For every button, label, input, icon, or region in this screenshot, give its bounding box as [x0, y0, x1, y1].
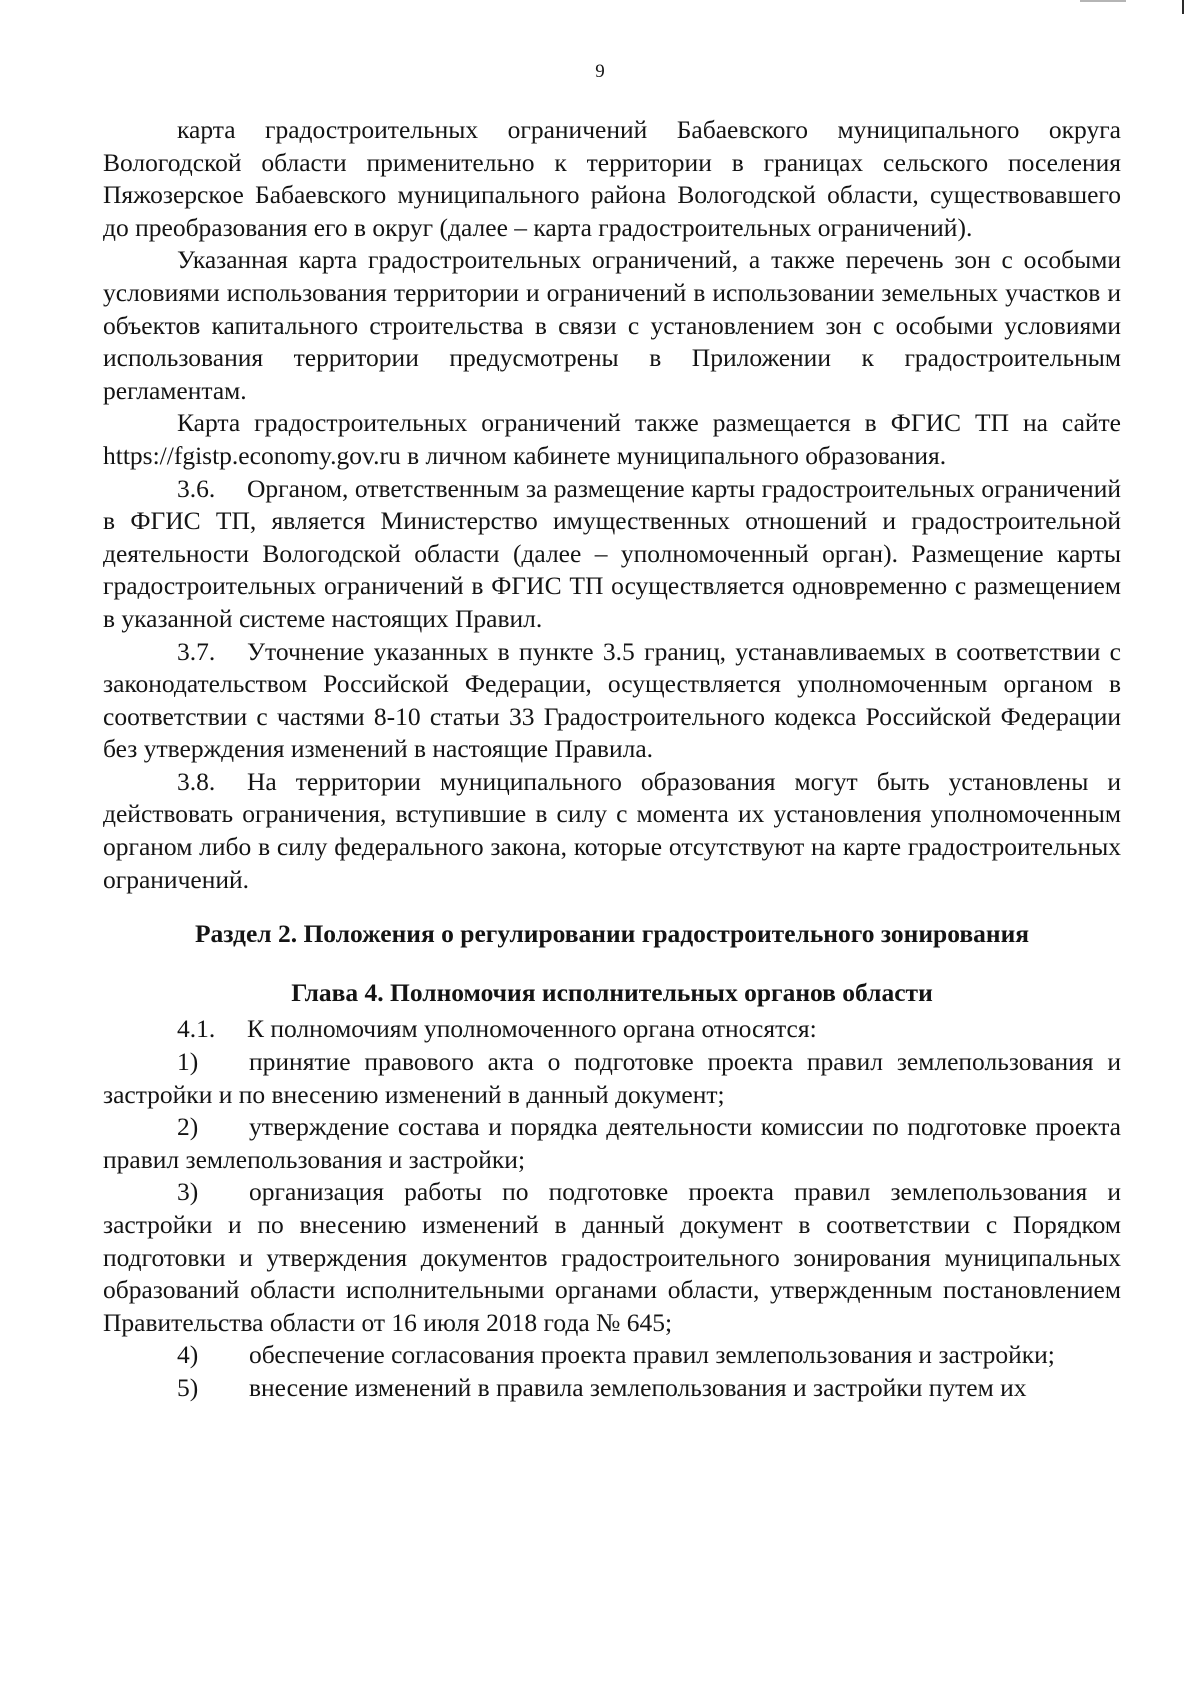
clause-text: К полномочиям уполномоченного органа относятся: — [247, 1014, 817, 1044]
clause-4-1 — [103, 1013, 1121, 1046]
list-item — [103, 1176, 1121, 1339]
list-item-text: утверждение состава и порядка деятельности комиссии по подготовке проекта правил землепользования и застройки; — [103, 1112, 1121, 1174]
list-item-number: 5) — [177, 1372, 199, 1402]
clause-3-6 — [103, 473, 1121, 636]
list-item — [103, 1046, 1121, 1111]
list-item-text: обеспечение согласования проекта правил землепользования и застройки; — [249, 1340, 1055, 1370]
list-item-number: 3) — [177, 1177, 199, 1207]
clause-number: 4.1. — [177, 1014, 216, 1044]
list-item-text: внесение изменений в правила землепользования и застройки путем их — [249, 1372, 1027, 1402]
clause-text: Уточнение указанных в пункте 3.5 границ, устанавливаемых в соответствии с законодательством Российской Федерации, осуществляется уполномоченным органом в соответствии с частями 8-10 статьи 33 Градостроительного кодекса Российской Федерации без утверждения изменений в настоящие Правила. — [103, 636, 1121, 764]
paragraph: карта градостроительных ограничений Бабаевского муниципального округа Вологодской области применительно к территории в границах сельского поселения Пяжозерское Бабаевского муниципального района Вологодской области, существовавшего до преобразования его в округ (далее – карта градостроительных ограничений). — [103, 115, 1121, 242]
list-item-number: 2) — [177, 1112, 199, 1142]
list-item-number: 1) — [177, 1047, 199, 1077]
list-item — [103, 1339, 1121, 1372]
scan-edge-mark — [1080, 0, 1126, 2]
clause-number: 3.6. — [177, 473, 216, 503]
clause-3-8 — [103, 766, 1121, 896]
clause-number: 3.8. — [177, 766, 216, 796]
list-item-text: принятие правового акта о подготовке проекта правил землепользования и застройки и по внесению изменений в данный документ; — [103, 1047, 1121, 1109]
document-body — [103, 114, 1121, 1405]
scan-edge-mark — [1182, 0, 1184, 14]
section-heading: Раздел 2. Положения о регулировании градостроительного зонирования — [194, 919, 1030, 949]
list-item — [103, 1111, 1121, 1176]
clause-number: 3.7. — [177, 636, 216, 666]
clause-3-7 — [103, 636, 1121, 766]
paragraph: Указанная карта градостроительных ограничений, а также перечень зон с особыми условиями использования территории и ограничений в использовании земельных участков и объектов капитального строительства в связи с установлением зон с особыми условиями использования территории предусмотрены в Приложении к градостроительным регламентам. — [103, 245, 1121, 405]
page-number: 9 — [595, 61, 605, 82]
paragraph: Карта градостроительных ограничений также размещается в ФГИС ТП на сайте https://fgistp.economy.gov.ru в личном кабинете муниципального образования. — [103, 408, 1121, 470]
list-item-text: организация работы по подготовке проекта правил землепользования и застройки и по внесению изменений в данный документ в соответствии с Порядком подготовки и утверждения документов градостроительного зонирования муниципальных образований области исполнительными органами области, утвержденным постановлением Правительства области от 16 июля 2018 года № 645; — [103, 1177, 1121, 1337]
clause-text: На территории муниципального образования могут быть установлены и действовать ограничения, вступившие в силу с момента их установления уполномоченным органом либо в силу федерального закона, которые отсутствуют на карте градостроительных ограничений. — [103, 766, 1121, 894]
chapter-heading: Глава 4. Полномочия исполнительных органов области — [291, 977, 933, 1007]
list-item-number: 4) — [177, 1340, 199, 1370]
list-item — [103, 1372, 1121, 1405]
clause-text: Органом, ответственным за размещение карты градостроительных ограничений в ФГИС ТП, является Министерство имущественных отношений и градостроительной деятельности Вологодской области (далее – уполномоченный орган). Размещение карты градостроительных ограничений в ФГИС ТП осуществляется одновременно с размещением в указанной системе настоящих Правил. — [103, 473, 1121, 633]
